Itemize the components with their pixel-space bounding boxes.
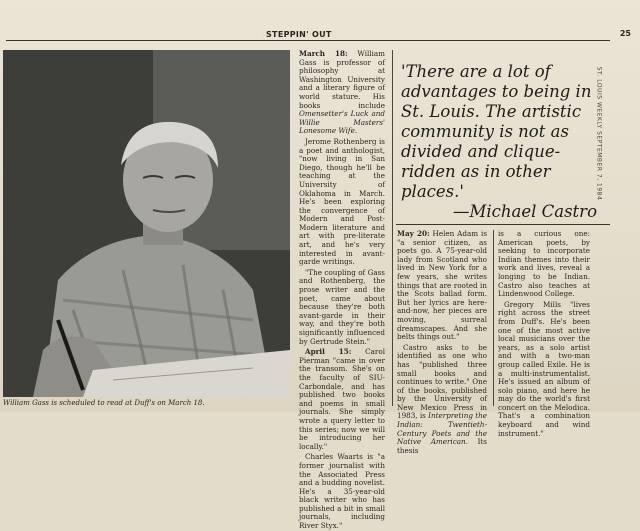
paragraph-text: Its thesis xyxy=(397,437,487,455)
date-label: March 18: xyxy=(299,49,348,58)
column-divider xyxy=(392,50,393,406)
paragraph: Charles Waarts is "a former journalist with the Associated Press and a budding novelist. He's a 35-year-old black writer who has published a bit in small journals, including River Styx." xyxy=(299,452,385,531)
pull-quote xyxy=(401,62,597,222)
book-titles: Omensetter's Luck and Willie Masters' Lonesome Wife. xyxy=(299,109,385,136)
paragraph-text: Helen Adam is "a senior citizen, as poets go. A 75-year-old lady from Scotland who lived in New York for a few years, she writes things that are rooted in the Scots ballad form. But her lyrics are here-and-now, her pieces are moving, surreal dreamscapes. And she belts things out." xyxy=(397,229,488,342)
page-number: 25 xyxy=(619,29,631,38)
pull-quote-text: 'There are a lot of advantages to being in St. Louis. The artistic community is not as divided and clique-ridden as in other places.' xyxy=(401,62,592,201)
book-title: Interpreting the Indian: Twentieth-Century Poets and the Native American. xyxy=(397,411,487,447)
pull-quote-rule xyxy=(396,224,610,225)
paragraph-text: Castro asks to be identified as one who has "published three small books and continues to write." One of the books, published by the University of New Mexico Press in 1983, is xyxy=(397,342,487,421)
paragraph-text: William Gass is professor of philosophy at Washington University and a literary figure of world stature. His books include xyxy=(299,49,385,110)
paragraph: Gregory Mills "lives right across the street from Duff's. He's been one of the most active local musicians over the years, as a solo artist and with a two-man group called Exile. He is a multi-instrumentalist. He's issued an album of solo piano, and here he may do the world's first concert on the Melodica. That's a combination keyboard and wind instrument." xyxy=(498,299,590,438)
paragraph xyxy=(299,50,385,136)
paragraph-text: Carol Pierman "came in over the transom. She's on the faculty of SIU-Carbondale, and has published two books and poems in small journals. She simply wrote a query letter to this series; now we will be introducing her locally." xyxy=(299,347,385,451)
photo-caption: William Gass is scheduled to read at Duff's on March 18. xyxy=(3,399,205,407)
section-title: STEPPIN' OUT xyxy=(262,30,336,39)
author-photo xyxy=(3,50,290,397)
column-divider xyxy=(493,230,494,406)
date-label: April 15: xyxy=(305,347,352,357)
date-label: May 20: xyxy=(397,229,430,238)
paragraph xyxy=(397,230,487,342)
paragraph: "The coupling of Gass and Rothenberg, the prose writer and the poet, came about because they're both avant-garde in their way, and they're both significantly influenced by Gertrude Stein." xyxy=(299,267,385,346)
paragraph: Jerome Rothenberg is a poet and anthologist, "now living in San Diego, though he'll be teaching at the University of Oklahoma in March. He's been exploring the convergence of Modern and Post-Modern literature and art with pre-literate art, and he's very interested in avant-garde writings. xyxy=(299,136,385,267)
paragraph xyxy=(397,344,487,456)
article-column-1 xyxy=(299,49,385,531)
header-rule xyxy=(6,40,610,41)
side-folio: ST. LOUIS WEEKLY SEPTEMBER 7, 1984 xyxy=(595,66,603,201)
pull-quote-attribution: —Michael Castro xyxy=(452,202,597,221)
paragraph: is a curious one: American poets, by seeking to incorporate Indian themes into their work and lives, reveal a longing to be Indian. Castro also teaches at Lindenwood College. xyxy=(498,229,590,299)
author-photo-illustration xyxy=(3,50,290,397)
article-column-2 xyxy=(397,229,488,455)
paragraph xyxy=(299,348,385,451)
article-column-3 xyxy=(498,229,590,438)
